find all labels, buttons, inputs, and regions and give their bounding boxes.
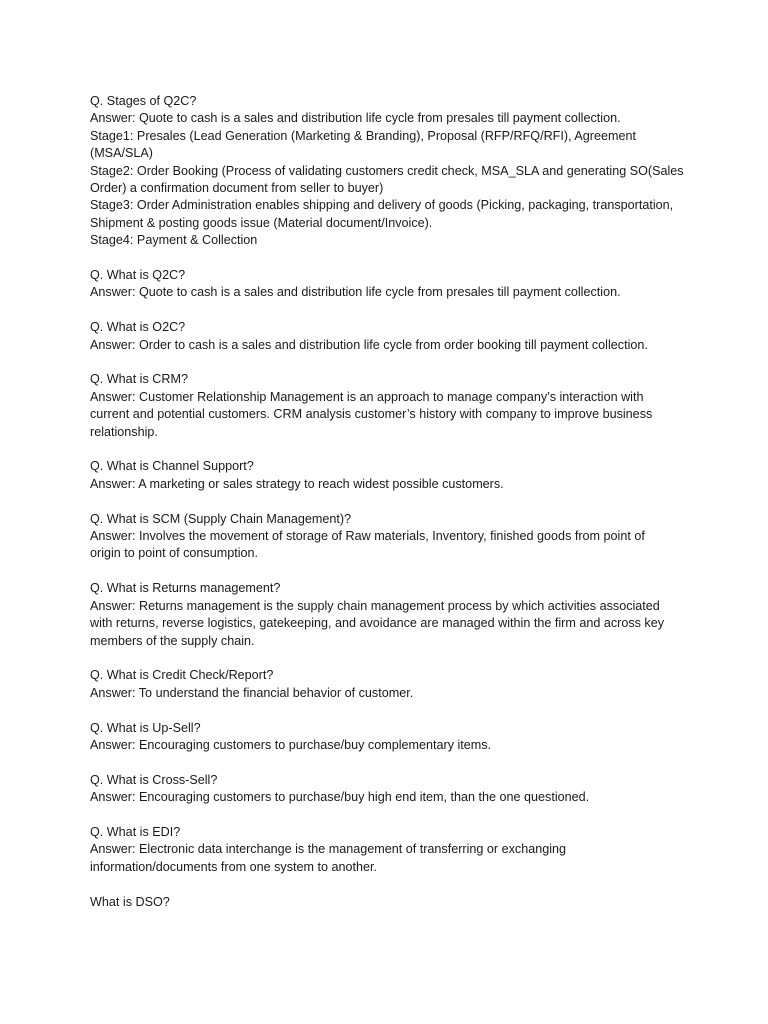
answer-text: Answer: Electronic data interchange is the management of transferring or exchanging bbox=[90, 842, 567, 857]
answer-text: Answer: Encouraging customers to purchase/buy high end item, than the one questioned. bbox=[90, 790, 590, 805]
answer-text: Answer: A marketing or sales strategy to reach widest possible customers. bbox=[90, 476, 504, 491]
answer-text: Stage2: Order Booking (Process of validating customers credit check, MSA_SLA and generating SO(Sales bbox=[90, 163, 684, 178]
answer-text: Shipment & posting goods issue (Material document/Invoice). bbox=[90, 215, 433, 230]
qa-section bbox=[90, 824, 708, 876]
answer-text: Answer: Customer Relationship Management is an approach to manage company’s interaction with bbox=[90, 389, 644, 404]
question-text: What is DSO? bbox=[90, 894, 170, 909]
qa-section bbox=[90, 720, 708, 755]
question-text: Q. What is Returns management? bbox=[90, 581, 281, 596]
answer-text: with returns, reverse logistics, gatekeeping, and avoidance are managed within the firm and across key bbox=[90, 616, 665, 631]
qa-list bbox=[90, 93, 708, 911]
answer-text: Answer: Order to cash is a sales and distribution life cycle from order booking till payment collection. bbox=[90, 337, 648, 352]
question-text: Q. What is Channel Support? bbox=[90, 459, 254, 474]
qa-section bbox=[90, 371, 708, 441]
question-text: Q. What is Cross-Sell? bbox=[90, 772, 218, 787]
qa-section bbox=[90, 93, 708, 250]
question-text: Q. What is CRM? bbox=[90, 372, 188, 387]
question-text: Q. What is O2C? bbox=[90, 320, 186, 335]
answer-text: (MSA/SLA) bbox=[90, 146, 153, 161]
answer-text: Answer: Involves the movement of storage of Raw materials, Inventory, finished goods from point of bbox=[90, 529, 645, 544]
qa-section bbox=[90, 580, 708, 650]
answer-text: Answer: Quote to cash is a sales and distribution life cycle from presales till payment collection. bbox=[90, 285, 621, 300]
qa-section bbox=[90, 511, 708, 563]
question-text: Q. Stages of Q2C? bbox=[90, 94, 197, 108]
question-text: Q. What is EDI? bbox=[90, 824, 181, 839]
question-text: Q. What is Q2C? bbox=[90, 268, 186, 283]
answer-text: Stage3: Order Administration enables shipping and delivery of goods (Picking, packaging, transportation, bbox=[90, 198, 674, 213]
qa-section bbox=[90, 267, 708, 302]
answer-text: current and potential customers. CRM analysis customer’s history with company to improve business bbox=[90, 407, 653, 422]
answer-text: relationship. bbox=[90, 424, 158, 439]
answer-text: information/documents from one system to another. bbox=[90, 859, 377, 874]
answer-text: members of the supply chain. bbox=[90, 633, 255, 648]
answer-text: Answer: To understand the financial behavior of customer. bbox=[90, 685, 414, 700]
question-text: Q. What is Up-Sell? bbox=[90, 720, 201, 735]
answer-text: Answer: Quote to cash is a sales and distribution life cycle from presales till payment collection. bbox=[90, 111, 621, 126]
qa-section bbox=[90, 894, 708, 911]
answer-text: Stage4: Payment & Collection bbox=[90, 233, 258, 248]
answer-text: Answer: Returns management is the supply chain management process by which activities associated bbox=[90, 598, 660, 613]
answer-text: origin to point of consumption. bbox=[90, 546, 259, 561]
qa-section bbox=[90, 319, 708, 354]
qa-section bbox=[90, 458, 708, 493]
question-text: Q. What is SCM (Supply Chain Management)? bbox=[90, 511, 352, 526]
question-text: Q. What is Credit Check/Report? bbox=[90, 668, 274, 683]
answer-text: Answer: Encouraging customers to purchase/buy complementary items. bbox=[90, 737, 492, 752]
answer-text: Order) a confirmation document from seller to buyer) bbox=[90, 181, 384, 196]
qa-section bbox=[90, 772, 708, 807]
answer-text: Stage1: Presales (Lead Generation (Marketing & Branding), Proposal (RFP/RFQ/RFI), Agreement bbox=[90, 128, 636, 143]
qa-section bbox=[90, 667, 708, 702]
